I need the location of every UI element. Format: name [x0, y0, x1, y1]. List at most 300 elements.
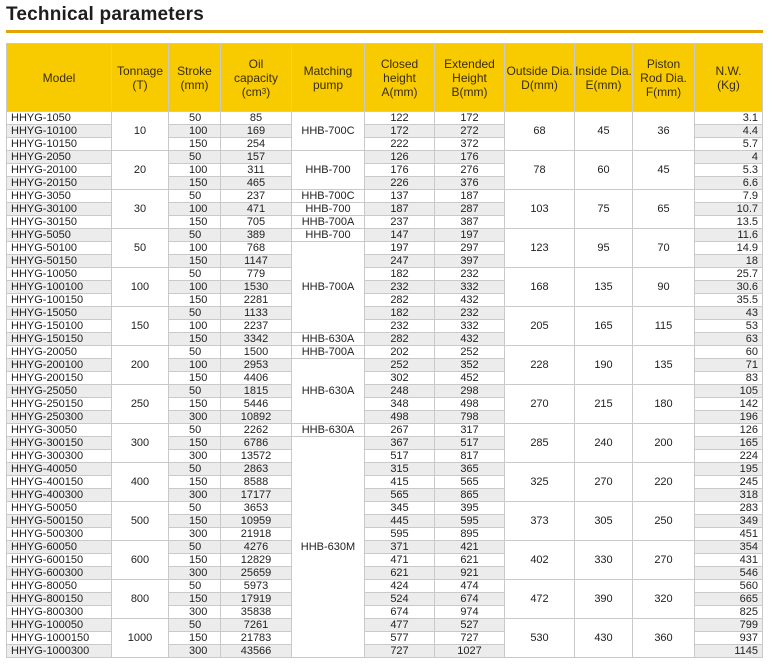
net-weight-cell: 937: [695, 632, 763, 645]
closed-height-cell: 232: [365, 320, 435, 333]
matching-pump-cell: HHB-700: [292, 229, 365, 242]
stroke-cell: 150: [169, 333, 221, 346]
net-weight-cell: 799: [695, 619, 763, 632]
oil-capacity-cell: 2237: [221, 320, 292, 333]
table-row: [7, 541, 763, 554]
stroke-cell: 50: [169, 346, 221, 359]
oil-capacity-cell: 17919: [221, 593, 292, 606]
oil-capacity-cell: 25659: [221, 567, 292, 580]
closed-height-cell: 445: [365, 515, 435, 528]
closed-height-cell: 237: [365, 216, 435, 229]
oil-capacity-cell: 311: [221, 164, 292, 177]
inside-dia-cell: 45: [575, 112, 633, 151]
oil-capacity-cell: 6786: [221, 437, 292, 450]
closed-height-cell: 727: [365, 645, 435, 658]
inside-dia-cell: 430: [575, 619, 633, 658]
net-weight-cell: 53: [695, 320, 763, 333]
piston-rod-dia-cell: 135: [633, 346, 695, 385]
net-weight-cell: 6.6: [695, 177, 763, 190]
closed-height-cell: 126: [365, 151, 435, 164]
closed-height-cell: 247: [365, 255, 435, 268]
outside-dia-cell: 325: [505, 463, 575, 502]
stroke-cell: 300: [169, 450, 221, 463]
table-row: [7, 346, 763, 359]
net-weight-cell: 165: [695, 437, 763, 450]
net-weight-cell: 63: [695, 333, 763, 346]
extended-height-cell: 332: [435, 320, 505, 333]
stroke-cell: 50: [169, 307, 221, 320]
model-cell: HHYG-200150: [7, 372, 112, 385]
inside-dia-cell: 330: [575, 541, 633, 580]
oil-capacity-cell: 1133: [221, 307, 292, 320]
piston-rod-dia-cell: 180: [633, 385, 695, 424]
net-weight-cell: 283: [695, 502, 763, 515]
net-weight-cell: 10.7: [695, 203, 763, 216]
net-weight-cell: 35.5: [695, 294, 763, 307]
stroke-cell: 150: [169, 437, 221, 450]
closed-height-cell: 367: [365, 437, 435, 450]
extended-height-cell: 197: [435, 229, 505, 242]
piston-rod-dia-cell: 45: [633, 151, 695, 190]
oil-capacity-cell: 389: [221, 229, 292, 242]
tonnage-cell: 300: [112, 424, 169, 463]
stroke-cell: 50: [169, 541, 221, 554]
model-cell: HHYG-15050: [7, 307, 112, 320]
oil-capacity-cell: 169: [221, 125, 292, 138]
oil-capacity-cell: 10959: [221, 515, 292, 528]
stroke-cell: 50: [169, 268, 221, 281]
oil-capacity-cell: 157: [221, 151, 292, 164]
inside-dia-cell: 270: [575, 463, 633, 502]
model-cell: HHYG-20050: [7, 346, 112, 359]
extended-height-cell: 352: [435, 359, 505, 372]
oil-capacity-cell: 43566: [221, 645, 292, 658]
net-weight-cell: 349: [695, 515, 763, 528]
matching-pump-cell: HHB-700A: [292, 216, 365, 229]
header-outside-dia: Outside Dia. D(mm): [505, 44, 575, 112]
stroke-cell: 300: [169, 645, 221, 658]
model-cell: HHYG-200100: [7, 359, 112, 372]
closed-height-cell: 517: [365, 450, 435, 463]
outside-dia-cell: 472: [505, 580, 575, 619]
extended-height-cell: 332: [435, 281, 505, 294]
outside-dia-cell: 530: [505, 619, 575, 658]
stroke-cell: 50: [169, 463, 221, 476]
inside-dia-cell: 75: [575, 190, 633, 229]
extended-height-cell: 372: [435, 138, 505, 151]
net-weight-cell: 825: [695, 606, 763, 619]
stroke-cell: 50: [169, 502, 221, 515]
stroke-cell: 50: [169, 229, 221, 242]
net-weight-cell: 1145: [695, 645, 763, 658]
table-row: [7, 190, 763, 203]
closed-height-cell: 222: [365, 138, 435, 151]
model-cell: HHYG-1000300: [7, 645, 112, 658]
stroke-cell: 50: [169, 190, 221, 203]
tonnage-cell: 600: [112, 541, 169, 580]
table-row: [7, 385, 763, 398]
extended-height-cell: 921: [435, 567, 505, 580]
net-weight-cell: 60: [695, 346, 763, 359]
stroke-cell: 150: [169, 398, 221, 411]
stroke-cell: 50: [169, 424, 221, 437]
oil-capacity-cell: 705: [221, 216, 292, 229]
extended-height-cell: 727: [435, 632, 505, 645]
matching-pump-cell: HHB-700C: [292, 112, 365, 151]
tonnage-cell: 500: [112, 502, 169, 541]
extended-height-cell: 595: [435, 515, 505, 528]
closed-height-cell: 524: [365, 593, 435, 606]
extended-height-cell: 498: [435, 398, 505, 411]
closed-height-cell: 182: [365, 268, 435, 281]
matching-pump-cell: HHB-700: [292, 203, 365, 216]
stroke-cell: 300: [169, 567, 221, 580]
stroke-cell: 150: [169, 138, 221, 151]
outside-dia-cell: 402: [505, 541, 575, 580]
tonnage-cell: 200: [112, 346, 169, 385]
oil-capacity-cell: 5973: [221, 580, 292, 593]
net-weight-cell: 83: [695, 372, 763, 385]
closed-height-cell: 424: [365, 580, 435, 593]
stroke-cell: 50: [169, 112, 221, 125]
inside-dia-cell: 95: [575, 229, 633, 268]
oil-capacity-cell: 3653: [221, 502, 292, 515]
outside-dia-cell: 168: [505, 268, 575, 307]
net-weight-cell: 4: [695, 151, 763, 164]
net-weight-cell: 7.9: [695, 190, 763, 203]
closed-height-cell: 187: [365, 203, 435, 216]
tonnage-cell: 800: [112, 580, 169, 619]
model-cell: HHYG-30050: [7, 424, 112, 437]
extended-height-cell: 397: [435, 255, 505, 268]
closed-height-cell: 267: [365, 424, 435, 437]
extended-height-cell: 421: [435, 541, 505, 554]
tonnage-cell: 10: [112, 112, 169, 151]
oil-capacity-cell: 2953: [221, 359, 292, 372]
table-row: [7, 424, 763, 437]
net-weight-cell: 142: [695, 398, 763, 411]
extended-height-cell: 674: [435, 593, 505, 606]
table-row: [7, 580, 763, 593]
tonnage-cell: 30: [112, 190, 169, 229]
net-weight-cell: 318: [695, 489, 763, 502]
model-cell: HHYG-250150: [7, 398, 112, 411]
page-title: Technical parameters: [6, 4, 204, 25]
closed-height-cell: 172: [365, 125, 435, 138]
inside-dia-cell: 240: [575, 424, 633, 463]
header-stroke: Stroke (mm): [169, 44, 221, 112]
model-cell: HHYG-5050: [7, 229, 112, 242]
oil-capacity-cell: 2281: [221, 294, 292, 307]
table-row: [7, 619, 763, 632]
extended-height-cell: 252: [435, 346, 505, 359]
tonnage-cell: 150: [112, 307, 169, 346]
table-row: [7, 463, 763, 476]
matching-pump-cell: HHB-630M: [292, 437, 365, 658]
extended-height-cell: 452: [435, 372, 505, 385]
extended-height-cell: 432: [435, 333, 505, 346]
net-weight-cell: 451: [695, 528, 763, 541]
closed-height-cell: 182: [365, 307, 435, 320]
model-cell: HHYG-800150: [7, 593, 112, 606]
inside-dia-cell: 60: [575, 151, 633, 190]
closed-height-cell: 498: [365, 411, 435, 424]
oil-capacity-cell: 237: [221, 190, 292, 203]
extended-height-cell: 272: [435, 125, 505, 138]
stroke-cell: 300: [169, 528, 221, 541]
stroke-cell: 300: [169, 411, 221, 424]
closed-height-cell: 282: [365, 333, 435, 346]
net-weight-cell: 13.5: [695, 216, 763, 229]
header-net-weight: N.W. (Kg): [695, 44, 763, 112]
oil-capacity-cell: 1147: [221, 255, 292, 268]
net-weight-cell: 354: [695, 541, 763, 554]
model-cell: HHYG-50050: [7, 502, 112, 515]
net-weight-cell: 71: [695, 359, 763, 372]
extended-height-cell: 974: [435, 606, 505, 619]
model-cell: HHYG-30100: [7, 203, 112, 216]
net-weight-cell: 5.3: [695, 164, 763, 177]
closed-height-cell: 621: [365, 567, 435, 580]
oil-capacity-cell: 3342: [221, 333, 292, 346]
extended-height-cell: 895: [435, 528, 505, 541]
closed-height-cell: 477: [365, 619, 435, 632]
stroke-cell: 100: [169, 359, 221, 372]
stroke-cell: 300: [169, 606, 221, 619]
net-weight-cell: 245: [695, 476, 763, 489]
header-model: Model: [7, 44, 112, 112]
extended-height-cell: 376: [435, 177, 505, 190]
header-piston-rod-dia: Piston Rod Dia. F(mm): [633, 44, 695, 112]
stroke-cell: 50: [169, 619, 221, 632]
oil-capacity-cell: 471: [221, 203, 292, 216]
extended-height-cell: 298: [435, 385, 505, 398]
oil-capacity-cell: 4406: [221, 372, 292, 385]
model-cell: HHYG-100150: [7, 294, 112, 307]
oil-capacity-cell: 35838: [221, 606, 292, 619]
oil-capacity-cell: 2262: [221, 424, 292, 437]
net-weight-cell: 126: [695, 424, 763, 437]
header-row: [7, 44, 763, 112]
outside-dia-cell: 373: [505, 502, 575, 541]
outside-dia-cell: 270: [505, 385, 575, 424]
table-row: [7, 307, 763, 320]
title-underline: [6, 30, 763, 33]
piston-rod-dia-cell: 220: [633, 463, 695, 502]
tonnage-cell: 250: [112, 385, 169, 424]
inside-dia-cell: 390: [575, 580, 633, 619]
oil-capacity-cell: 1530: [221, 281, 292, 294]
outside-dia-cell: 78: [505, 151, 575, 190]
oil-capacity-cell: 254: [221, 138, 292, 151]
closed-height-cell: 122: [365, 112, 435, 125]
extended-height-cell: 276: [435, 164, 505, 177]
net-weight-cell: 18: [695, 255, 763, 268]
table-row: [7, 151, 763, 164]
inside-dia-cell: 305: [575, 502, 633, 541]
net-weight-cell: 665: [695, 593, 763, 606]
model-cell: HHYG-3050: [7, 190, 112, 203]
table-row: [7, 112, 763, 125]
net-weight-cell: 14.9: [695, 242, 763, 255]
model-cell: HHYG-300150: [7, 437, 112, 450]
extended-height-cell: 621: [435, 554, 505, 567]
net-weight-cell: 30.6: [695, 281, 763, 294]
stroke-cell: 50: [169, 580, 221, 593]
piston-rod-dia-cell: 360: [633, 619, 695, 658]
inside-dia-cell: 135: [575, 268, 633, 307]
oil-capacity-cell: 21918: [221, 528, 292, 541]
oil-capacity-cell: 768: [221, 242, 292, 255]
model-cell: HHYG-800300: [7, 606, 112, 619]
model-cell: HHYG-150100: [7, 320, 112, 333]
closed-height-cell: 137: [365, 190, 435, 203]
matching-pump-cell: HHB-630A: [292, 359, 365, 424]
matching-pump-cell: HHB-700A: [292, 346, 365, 359]
model-cell: HHYG-300300: [7, 450, 112, 463]
model-cell: HHYG-100050: [7, 619, 112, 632]
oil-capacity-cell: 465: [221, 177, 292, 190]
net-weight-cell: 105: [695, 385, 763, 398]
oil-capacity-cell: 2863: [221, 463, 292, 476]
model-cell: HHYG-40050: [7, 463, 112, 476]
model-cell: HHYG-10100: [7, 125, 112, 138]
matching-pump-cell: HHB-700: [292, 151, 365, 190]
stroke-cell: 150: [169, 515, 221, 528]
piston-rod-dia-cell: 250: [633, 502, 695, 541]
model-cell: HHYG-20100: [7, 164, 112, 177]
extended-height-cell: 317: [435, 424, 505, 437]
piston-rod-dia-cell: 70: [633, 229, 695, 268]
model-cell: HHYG-2050: [7, 151, 112, 164]
matching-pump-cell: HHB-630A: [292, 424, 365, 437]
stroke-cell: 150: [169, 372, 221, 385]
model-cell: HHYG-500300: [7, 528, 112, 541]
model-cell: HHYG-400150: [7, 476, 112, 489]
outside-dia-cell: 123: [505, 229, 575, 268]
piston-rod-dia-cell: 270: [633, 541, 695, 580]
net-weight-cell: 195: [695, 463, 763, 476]
net-weight-cell: 196: [695, 411, 763, 424]
extended-height-cell: 172: [435, 112, 505, 125]
header-inside-dia: Inside Dia. E(mm): [575, 44, 633, 112]
net-weight-cell: 431: [695, 554, 763, 567]
stroke-cell: 100: [169, 164, 221, 177]
oil-capacity-cell: 779: [221, 268, 292, 281]
piston-rod-dia-cell: 115: [633, 307, 695, 346]
closed-height-cell: 371: [365, 541, 435, 554]
header-oil-capacity: Oil capacity $(cm^3)$: [221, 44, 292, 112]
model-cell: HHYG-400300: [7, 489, 112, 502]
model-cell: HHYG-80050: [7, 580, 112, 593]
model-cell: HHYG-600300: [7, 567, 112, 580]
oil-capacity-cell: 10892: [221, 411, 292, 424]
header-closed-height: Closed height A(mm): [365, 44, 435, 112]
piston-rod-dia-cell: 36: [633, 112, 695, 151]
closed-height-cell: 577: [365, 632, 435, 645]
oil-capacity-cell: 12829: [221, 554, 292, 567]
piston-rod-dia-cell: 200: [633, 424, 695, 463]
closed-height-cell: 415: [365, 476, 435, 489]
extended-height-cell: 1027: [435, 645, 505, 658]
model-cell: HHYG-25050: [7, 385, 112, 398]
closed-height-cell: 252: [365, 359, 435, 372]
extended-height-cell: 432: [435, 294, 505, 307]
net-weight-cell: 3.1: [695, 112, 763, 125]
stroke-cell: 100: [169, 242, 221, 255]
oil-capacity-cell: 1500: [221, 346, 292, 359]
model-cell: HHYG-1000150: [7, 632, 112, 645]
stroke-cell: 50: [169, 385, 221, 398]
extended-height-cell: 287: [435, 203, 505, 216]
extended-height-cell: 232: [435, 307, 505, 320]
outside-dia-cell: 103: [505, 190, 575, 229]
stroke-cell: 150: [169, 216, 221, 229]
outside-dia-cell: 285: [505, 424, 575, 463]
extended-height-cell: 187: [435, 190, 505, 203]
piston-rod-dia-cell: 320: [633, 580, 695, 619]
stroke-cell: 150: [169, 593, 221, 606]
inside-dia-cell: 165: [575, 307, 633, 346]
model-cell: HHYG-600150: [7, 554, 112, 567]
net-weight-cell: 224: [695, 450, 763, 463]
table-row: [7, 502, 763, 515]
closed-height-cell: 595: [365, 528, 435, 541]
model-cell: HHYG-60050: [7, 541, 112, 554]
closed-height-cell: 345: [365, 502, 435, 515]
extended-height-cell: 474: [435, 580, 505, 593]
extended-height-cell: 527: [435, 619, 505, 632]
closed-height-cell: 282: [365, 294, 435, 307]
stroke-cell: 150: [169, 294, 221, 307]
oil-capacity-cell: 8588: [221, 476, 292, 489]
stroke-cell: 150: [169, 554, 221, 567]
model-cell: HHYG-250300: [7, 411, 112, 424]
piston-rod-dia-cell: 90: [633, 268, 695, 307]
stroke-cell: 100: [169, 281, 221, 294]
net-weight-cell: 546: [695, 567, 763, 580]
table-row: [7, 268, 763, 281]
closed-height-cell: 197: [365, 242, 435, 255]
extended-height-cell: 365: [435, 463, 505, 476]
closed-height-cell: 232: [365, 281, 435, 294]
stroke-cell: 150: [169, 476, 221, 489]
net-weight-cell: 25.7: [695, 268, 763, 281]
closed-height-cell: 302: [365, 372, 435, 385]
net-weight-cell: 43: [695, 307, 763, 320]
model-cell: HHYG-20150: [7, 177, 112, 190]
closed-height-cell: 565: [365, 489, 435, 502]
extended-height-cell: 817: [435, 450, 505, 463]
tonnage-cell: 20: [112, 151, 169, 190]
header-tonnage: Tonnage (T): [112, 44, 169, 112]
model-cell: HHYG-10150: [7, 138, 112, 151]
extended-height-cell: 232: [435, 268, 505, 281]
matching-pump-cell: HHB-630A: [292, 333, 365, 346]
piston-rod-dia-cell: 65: [633, 190, 695, 229]
oil-capacity-cell: 85: [221, 112, 292, 125]
stroke-cell: 150: [169, 177, 221, 190]
extended-height-cell: 865: [435, 489, 505, 502]
model-cell: HHYG-100100: [7, 281, 112, 294]
inside-dia-cell: 190: [575, 346, 633, 385]
model-cell: HHYG-150150: [7, 333, 112, 346]
closed-height-cell: 202: [365, 346, 435, 359]
extended-height-cell: 297: [435, 242, 505, 255]
tonnage-cell: 50: [112, 229, 169, 268]
header-matching-pump: Matching pump: [292, 44, 365, 112]
net-weight-cell: 5.7: [695, 138, 763, 151]
